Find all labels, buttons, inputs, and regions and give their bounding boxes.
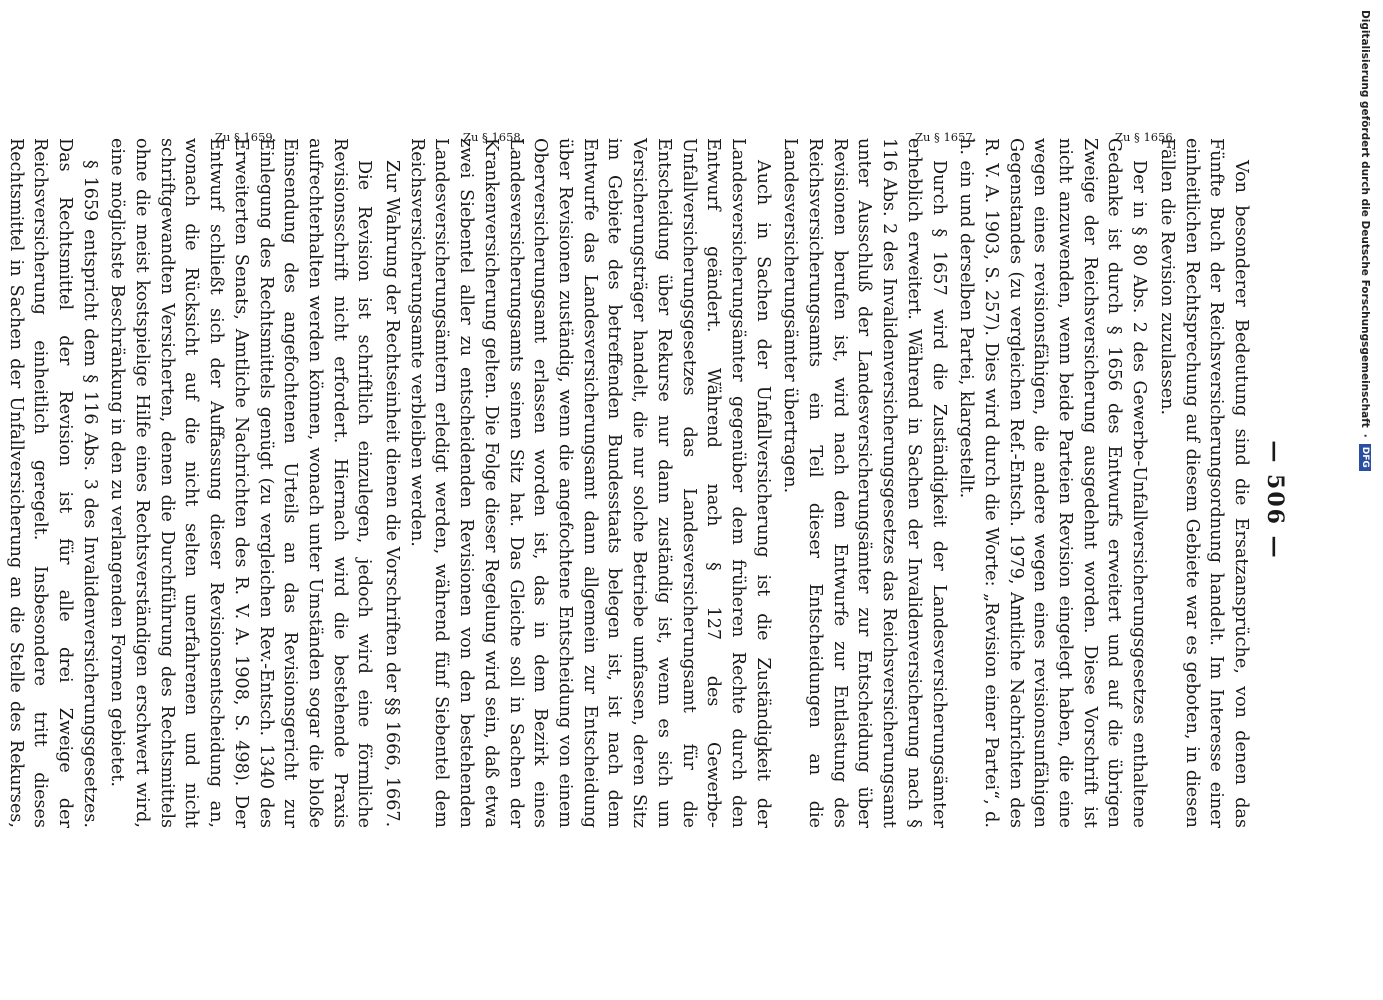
paragraph-1657-rechtseinheit: Zur Wahrung der Rechtseinheit dienen die Vorschriften der §§ 1666, 1667. [382, 160, 403, 828]
margin-note-1657: Zu § 1657. [915, 130, 977, 144]
body-text [0, 138, 1253, 828]
dfg-logo: DFG [1359, 444, 1371, 471]
page-number: — 506 — [1262, 440, 1288, 560]
paragraph-1659: § 1659 entspricht dem § 116 Abs. 3 des Invalidenversicherungsgesetzes. Das Rechtsmittel der Revision ist für alle drei Zweige der Reichsversicherung einheitlich geregelt. Insbesondere tritt dieses Rechtsmittel in Sachen der Unfallversicherung an die Stelle des Rekurses, [5, 138, 100, 828]
digitization-credit: Digitalisierung gefördert durch die Deutsche Forschungsgemeinschaft · DFG [1351, 10, 1371, 990]
paragraph-1657-continued: Auch in Sachen der Unfallversicherung ist die Zuständigkeit der Landesversicherungsämter gegenüber dem früheren Rechte durch den Entwurf geändert. Während nach § 127 des Gewerbe-Unfallversicherungsgesetzes das Landesversicherungsamt für die Entscheidung über Rekurse nur dann zuständig ist, wenn es sich um Versicherungsträger handelt, die nur solche Betriebe umfassen, deren Sitz im Gebiete des betreffenden Bundesstaats belegen ist, ist nach dem Entwurfe das Landesversicherungsamt dann allgemein zur Entscheidung über Revisionen zuständig, wenn die angefochtene Entscheidung von einem Oberversicherungsamt erlassen worden ist, das in dem Bezirk eines Landesversicherungsamts seinen Sitz hat. Das Gleiche soll in Sachen der Krankenversicherung gelten. Die Folge dieser Regelung wird sein, daß etwa zwei Siebentel aller zu entscheidenden Revisionen von den bestehenden Landesversicherungsämtern erledigt werden, während fünf Siebentel dem Reichsversicherungsamte verbleiben werden. [406, 138, 773, 828]
paragraph-intro: Von besonderer Bedeutung sind die Ersatzansprüche, von denen das Fünfte Buch der Reichsversicherungsordnung handelt. Im Interesse einer einheitlichen Rechtsprechung auf diesem Gebiete war es geboten, in diesen Fällen die Revision zuzulassen. [1156, 138, 1251, 828]
digitization-note: Digitalisierung gefördert durch die Deutsche Forschungsgemeinschaft [1359, 10, 1371, 428]
margin-note-1659: Zu § 1659. [215, 130, 277, 144]
margin-note-1656: Zu § 1656. [1115, 130, 1177, 144]
paragraph-1656: Der in § 80 Abs. 2 des Gewerbe-Unfallversicherungsgesetzes enthaltene Gedanke ist durch § 1656 des Entwurfs erweitert und auf die übrigen Zweige der Reichsversicherung ausgedehnt worden. Diese Vorschrift ist nicht anzuwenden, wenn beide Parteien Revision eingelegt haben, die eine wegen eines revisionsfähigen, die andere wegen eines revisionsunfähigen Gegenstandes (zu vergleichen Ref.-Entsch. 1979, Amtliche Nachrichten des R. V. A. 1903, S. 257). Dies wird durch die Worte: „Revision einer Partei“, d. h. ein und derselben Partei, klargestellt. [956, 138, 1150, 828]
paragraph-1658: Die Revision ist schriftlich einzulegen, jedoch wird eine förmliche Revisionsschrift nicht erfordert. Hiernach wird die bestehende Praxis aufrechterhalten werden können, wonach unter Umständen sogar die bloße Einsendung des angefochtenen Urteils an das Revisionsgericht zur Einlegung des Rechtsmittels genügt (zu vergleichen Rev.-Entsch. 1340 des Erweiterten Senats, Amtliche Nachrichten des R. V. A. 1908, S. 498). Der Entwurf schließt sich der Auffassung dieser Revisionsentscheidung an, wonach die Rücksicht auf die nicht selten unerfahrenen und nicht schriftgewandten Versicherten, denen die Durchführung des Rechtsmittels ohne die meist kostspielige Hilfe eines Rechtsverständigen erschwert wird, eine möglichste Beschränkung in den zu verlangenden Formen gebietet. [107, 138, 375, 828]
paragraph-1657: Durch § 1657 wird die Zuständigkeit der Landesversicherungsämter erheblich erweitert. Während in Sachen der Invalidenversicherung nach § 116 Abs. 2 des Invalidenversicherungsgesetzes das Reichsversicherungsamt unter Ausschluß der Landesversicherungsämter zur Entscheidung über Revisionen berufen ist, wird nach dem Entwurfe zur Entlastung des Reichsversicherungsamts ein Teil dieser Entscheidungen an die Landesversicherungsämter übertragen. [780, 138, 949, 828]
margin-note-1658: Zu § 1658. [463, 130, 525, 144]
